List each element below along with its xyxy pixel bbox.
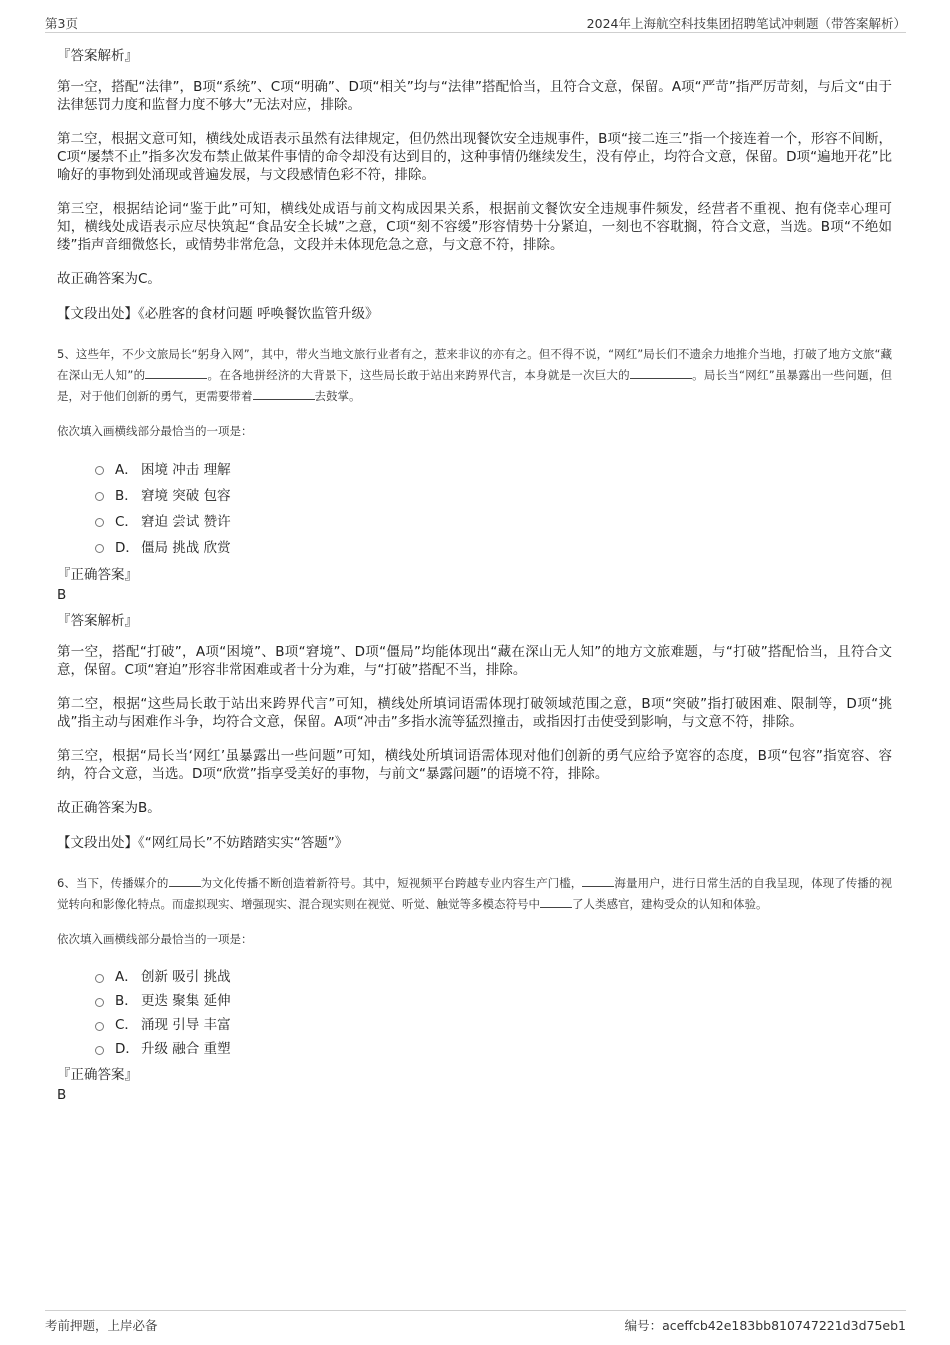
q4-analysis-label: 『答案解析』 (57, 48, 138, 64)
q5-conclusion: 故正确答案为B。 (57, 800, 161, 816)
blank-line (582, 875, 614, 887)
q6-answer: B (57, 1087, 67, 1103)
q5-analysis-para-3: 第三空，根据“局长当‘网红’虽暴露出一些问题”可知，横线处所填词语需体现对他们创新的勇气应给予宽容的态度，B项“包容”指宽容、容纳，符合文意，当选。D项“欣赏”指享受美好的事物，与前文“暴露问题”的语境不符，排除。 (57, 748, 892, 782)
q5-source: 【文段出处】《“网红局长”不妨踏踏实实“答题”》 (57, 835, 349, 851)
q6-option-c[interactable]: C． 涌现 引导 丰富 (95, 1013, 892, 1037)
q6-prompt: 依次填入画横线部分最恰当的一项是： (57, 932, 253, 946)
q6-option-d[interactable]: D． 升级 融合 重塑 (95, 1037, 892, 1061)
page-header (45, 10, 906, 33)
radio-icon[interactable] (95, 1022, 104, 1031)
blank-line (169, 875, 201, 887)
document-code: 编号：aceffcb42e183bb810747221d3d75eb1 (624, 1318, 906, 1333)
q5-option-b[interactable]: B． 窘境 突破 包容 (95, 483, 892, 509)
q4-conclusion: 故正确答案为C。 (57, 271, 161, 287)
footer-slogan: 考前押题，上岸必备 (45, 1318, 158, 1333)
q4-analysis-para-1: 第一空，搭配“法律”，B项“系统”、C项“明确”、D项“相关”均与“法律”搭配恰当，且符合文意，保留。A项“严苛”指严厉苛刻，与后文“由于法律惩罚力度和监督力度不够大”无法对应，排除。 (57, 79, 892, 113)
q4-source: 【文段出处】《必胜客的食材问题 呼唤餐饮监管升级》 (57, 306, 379, 322)
blank-line (253, 388, 315, 400)
q5-options (95, 457, 892, 561)
q6-option-a[interactable]: A． 创新 吸引 挑战 (95, 965, 892, 989)
radio-icon[interactable] (95, 544, 104, 553)
radio-icon[interactable] (95, 974, 104, 983)
q5-analysis-para-2: 第二空，根据“这些局长敢于站出来跨界代言”可知，横线处所填词语需体现打破领域范围之意，B项“突破”指打破困难、限制等，D项“挑战”指主动与困难作斗争，均符合文意，保留。A项“冲击”多指水流等猛烈撞击，或指因打击使受到影响，与文意不符，排除。 (57, 696, 892, 730)
q5-analysis-para-1: 第一空，搭配“打破”，A项“困境”、B项“窘境”、D项“僵局”均能体现出“藏在深山无人知”的地方文旅难题，与“打破”搭配恰当，且符合文意，保留。C项“窘迫”形容非常困难或者十分为难，与“打破”搭配不当，排除。 (57, 644, 892, 678)
q5-prompt: 依次填入画横线部分最恰当的一项是： (57, 424, 253, 438)
blank-line (145, 367, 207, 379)
q5-option-a[interactable]: A． 困境 冲击 理解 (95, 457, 892, 483)
blank-line (630, 367, 692, 379)
radio-icon[interactable] (95, 1046, 104, 1055)
q5-stem: 5、这些年，不少文旅局长“躬身入网”，其中，带火当地文旅行业者有之，惹来非议的亦有之。但不得不说，“网红”局长们不遗余力地推介当地，打破了地方文旅“藏在深山无人知”的 。在各地拼经济的大背景下，这些局长敢于站出来跨界代言，本身就是一次巨大的 。局长当“网红”虽暴露出一些问题，但是，对于他们创新的勇气，更需要带着 去鼓掌。 (57, 347, 892, 403)
radio-icon[interactable] (95, 466, 104, 475)
q5-option-d[interactable]: D． 僵局 挑战 欣赏 (95, 535, 892, 561)
q5-answer: B (57, 587, 67, 603)
radio-icon[interactable] (95, 518, 104, 527)
q5-answer-label: 『正确答案』 (57, 567, 138, 583)
q4-analysis-para-3: 第三空，根据结论词“鉴于此”可知，横线处成语与前文构成因果关系，根据前文餐饮安全违规事件频发，经营者不重视、抱有侥幸心理可知，横线处成语表示应尽快筑起“食品安全长城”之意，C项“刻不容缓”形容情势十分紧迫，一刻也不容耽搁，符合文意，当选。B项“不绝如缕”指声音细微悠长，或情势非常危急，文段并未体现危急之意，与文意不符，排除。 (57, 201, 892, 253)
document-title: 2024年上海航空科技集团招聘笔试冲刺题（带答案解析） (586, 16, 906, 31)
document-body (57, 46, 892, 1111)
q4-analysis-para-2: 第二空，根据文意可知，横线处成语表示虽然有法律规定，但仍然出现餐饮安全违规事件，B项“接二连三”指一个接连着一个，形容不间断，C项“屡禁不止”指多次发布禁止做某件事情的命令却没有达到目的，这种事情仍继续发生，没有停止，均符合文意，保留。D项“遍地开花”比喻好的事物到处涌现或普遍发展，与文段感情色彩不符，排除。 (57, 131, 892, 183)
q6-option-b[interactable]: B． 更迭 聚集 延伸 (95, 989, 892, 1013)
q6-options (95, 965, 892, 1061)
page-footer (45, 1310, 906, 1337)
q5-analysis-label: 『答案解析』 (57, 613, 138, 629)
q5-option-c[interactable]: C． 窘迫 尝试 赞许 (95, 509, 892, 535)
radio-icon[interactable] (95, 492, 104, 501)
blank-line (540, 896, 572, 908)
q6-stem: 6、当下，传播媒介的 为文化传播不断创造着新符号。其中，短视频平台跨越专业内容生产门槛， 海量用户，进行日常生活的自我呈现，体现了传播的视觉转向和影像化特点。而虚拟现实、增强现实、混合现实则在视觉、听觉、触觉等多模态符号中 了人类感官，建构受众的认知和体验。 (57, 876, 893, 911)
page-number: 第3页 (45, 16, 78, 31)
radio-icon[interactable] (95, 998, 104, 1007)
q6-answer-label: 『正确答案』 (57, 1067, 138, 1083)
